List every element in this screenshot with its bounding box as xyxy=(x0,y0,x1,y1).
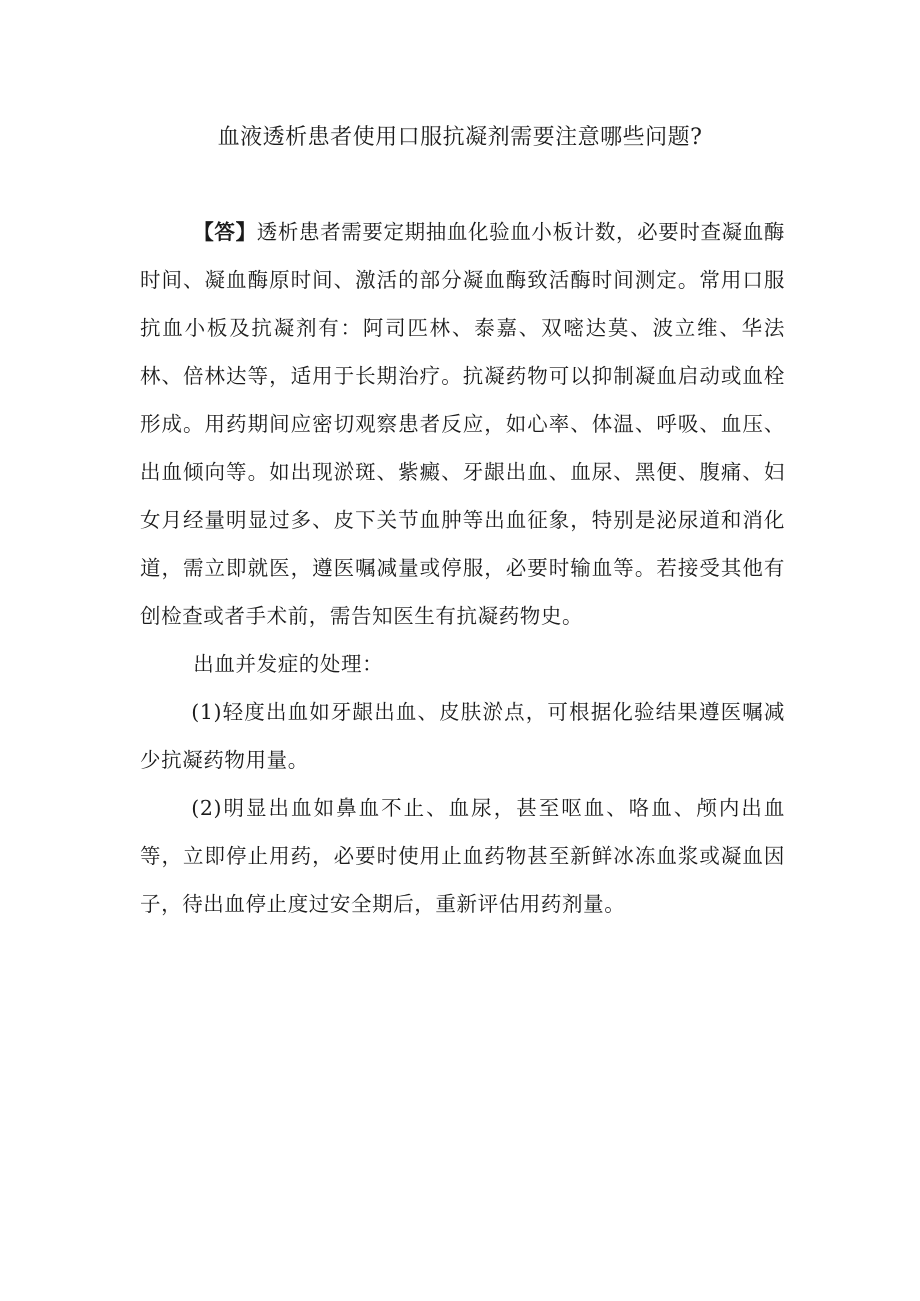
document-body xyxy=(140,208,785,928)
list-item-1: (1)轻度出血如牙龈出血、皮肤淤点，可根据化验结果遵医嘱减少抗凝药物用量。 xyxy=(140,700,785,772)
document-title: 血液透析患者使用口服抗凝剂需要注意哪些问题? xyxy=(217,125,703,150)
section-heading: 出血并发症的处理： xyxy=(193,652,384,676)
answer-text: 透析患者需要定期抽血化验血小板计数，必要时查凝血酶时间、凝血酶原时间、激活的部分凝血酶致活酶时间测定。常用口服抗血小板及抗凝剂有：阿司匹林、泰嘉、双嘧达莫、波立维、华法林、倍林达等，适用于长期治疗。抗凝药物可以抑制凝血启动或血栓形成。用药期间应密切观察患者反应，如心率、体温、呼吸、血压、出血倾向等。如出现淤斑、紫癜、牙龈出血、血尿、黑便、腹痛、妇女月经量明显过多、皮下关节血肿等出血征象，特别是泌尿道和消化道，需立即就医，遵医嘱减量或停服，必要时输血等。若接受其他有创检查或者手术前，需告知医生有抗凝药物史。 xyxy=(140,220,785,628)
answer-tag: 【答】 xyxy=(193,220,257,244)
answer-paragraph xyxy=(140,208,785,640)
list-item-2: (2)明显出血如鼻血不止、血尿，甚至呕血、咯血、颅内出血等，立即停止用药，必要时使用止血药物甚至新鲜冰冻血浆或凝血因子，待出血停止度过安全期后，重新评估用药剂量。 xyxy=(140,796,785,916)
